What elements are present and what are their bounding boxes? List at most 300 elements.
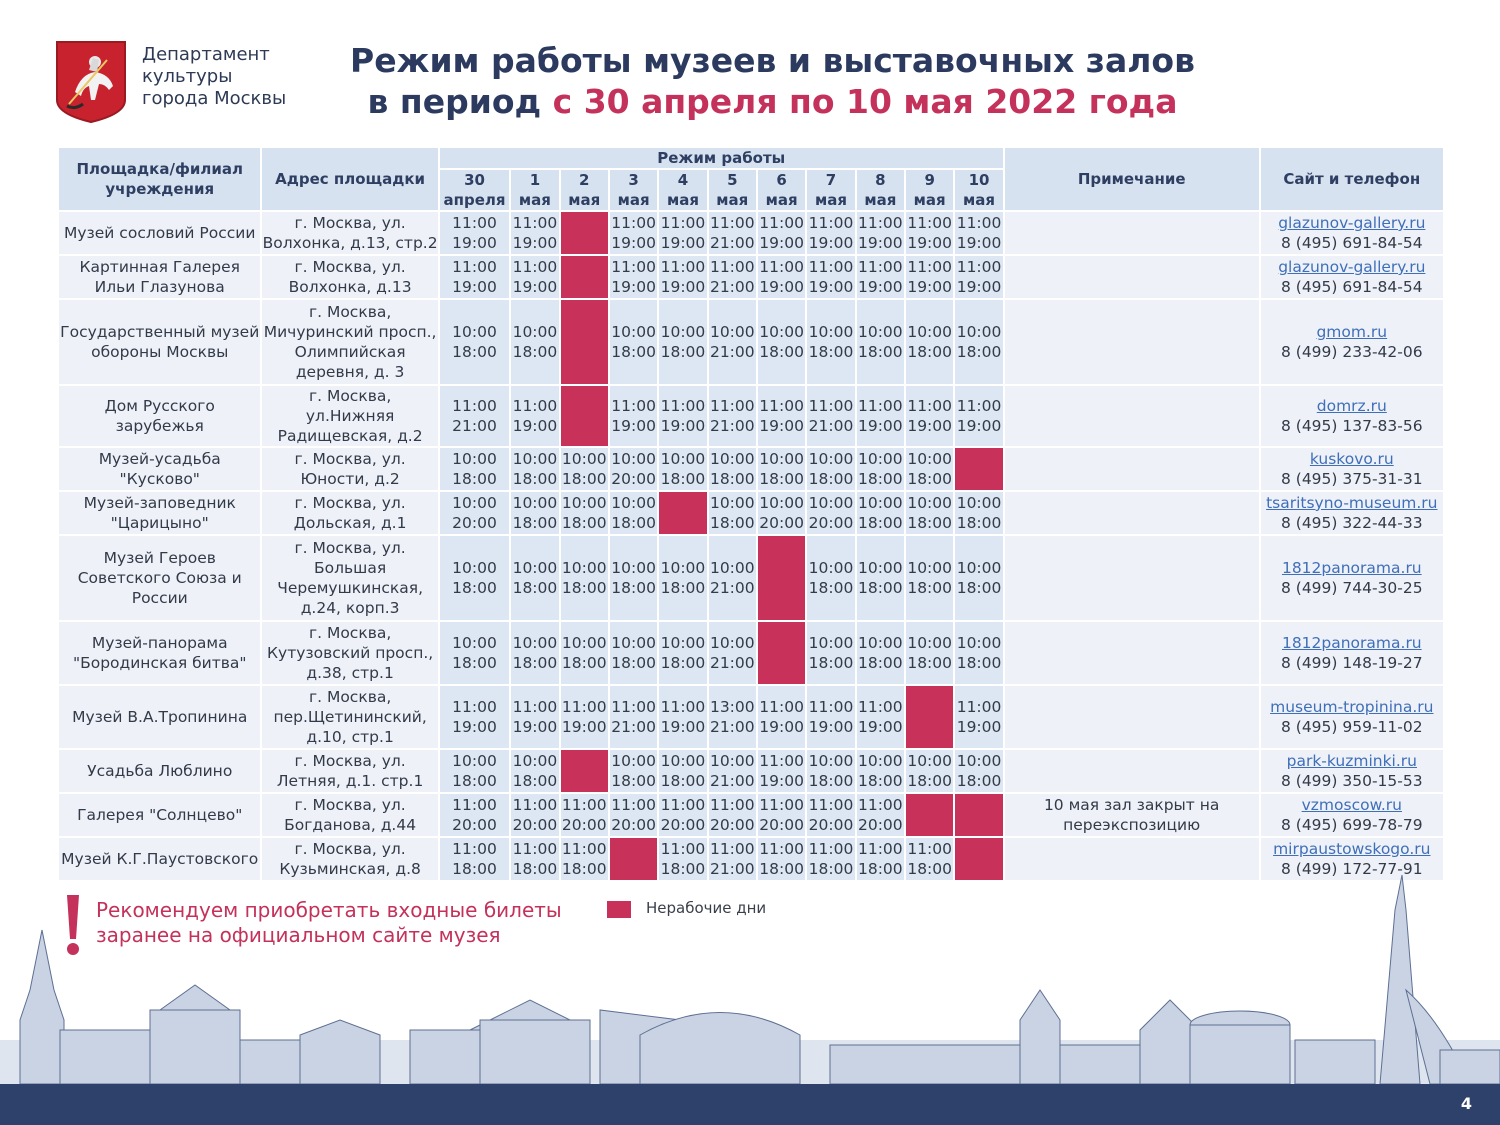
close-time: 18:00 — [956, 514, 1002, 532]
venue-address: г. Москва, ул. Волхонка, д.13, стр.2 — [262, 214, 438, 252]
site-phone-cell — [1261, 686, 1443, 748]
venue-name: Музей сословий России — [59, 212, 260, 254]
note-cell — [1005, 300, 1259, 384]
phone-number: 8 (495) 375-31-31 — [1280, 470, 1423, 488]
hours-cell — [758, 750, 805, 792]
venue-address: г. Москва, ул. Большая Черемушкинская, д.24, корп.3 — [262, 536, 437, 620]
close-time: 19:00 — [759, 718, 804, 736]
title-line-2 — [300, 81, 1245, 122]
open-time: 11:00 — [808, 796, 854, 814]
open-time: 10:00 — [512, 752, 558, 770]
day-month: мая — [765, 191, 798, 209]
open-time: 10:00 — [956, 634, 1002, 652]
open-time: 10:00 — [452, 559, 497, 577]
venue-address: г. Москва, ул. Летняя, д.1. стр.1 — [262, 750, 437, 792]
hours-cell — [758, 448, 805, 490]
hours-cell — [709, 300, 756, 384]
hours-cell — [906, 448, 953, 490]
site-phone-cell — [1261, 622, 1443, 684]
open-time: 11:00 — [907, 258, 952, 276]
hours-cell — [659, 622, 706, 684]
open-time: 10:00 — [561, 494, 607, 512]
close-time: 20:00 — [709, 816, 755, 834]
open-time: 11:00 — [611, 698, 656, 716]
site-link[interactable]: mirpaustowskogo.ru — [1273, 840, 1431, 858]
open-time: 11:00 — [452, 698, 497, 716]
open-time: 11:00 — [611, 397, 656, 415]
hours-cell — [955, 622, 1002, 684]
open-time: 11:00 — [857, 840, 903, 858]
hours-cell — [440, 536, 510, 620]
open-time: 10:00 — [512, 634, 558, 652]
open-time: 10:00 — [512, 450, 558, 468]
header-day — [659, 170, 706, 210]
open-time: 11:00 — [857, 214, 903, 232]
page-title — [300, 40, 1245, 122]
day-month: мая — [568, 191, 601, 209]
open-time: 11:00 — [907, 214, 952, 232]
hours-cell — [709, 448, 756, 490]
open-time: 10:00 — [956, 559, 1002, 577]
open-time: 10:00 — [452, 634, 497, 652]
venue-address: г. Москва, пер.Щетининский, д.10, стр.1 — [262, 686, 437, 748]
hours-cell — [561, 448, 608, 490]
site-phone-cell — [1261, 448, 1443, 490]
phone-number: 8 (499) 350-15-53 — [1280, 772, 1423, 790]
note-cell — [1005, 386, 1259, 446]
close-time: 18:00 — [857, 772, 903, 790]
close-time: 18:00 — [512, 470, 558, 488]
site-phone-cell — [1261, 492, 1443, 534]
header-day — [955, 170, 1002, 210]
open-time: 10:00 — [709, 634, 755, 652]
close-time: 19:00 — [857, 234, 903, 252]
close-time: 21:00 — [611, 718, 656, 736]
hours-cell — [906, 386, 953, 446]
open-time: 10:00 — [907, 450, 952, 468]
hours-cell — [659, 794, 706, 836]
open-time: 11:00 — [907, 397, 952, 415]
close-time: 18:00 — [808, 579, 854, 597]
hours-cell — [955, 536, 1002, 620]
phone-number: 8 (495) 959-11-02 — [1280, 718, 1423, 736]
hours-cell — [709, 622, 756, 684]
header-day — [857, 170, 904, 210]
recommend-line-1: Рекомендуем приобретать входные билеты — [96, 898, 562, 922]
close-time: 18:00 — [956, 654, 1002, 672]
open-time: 11:00 — [759, 752, 804, 770]
close-time: 19:00 — [759, 772, 804, 790]
hours-cell — [955, 386, 1002, 446]
open-time: 10:00 — [660, 634, 706, 652]
hours-cell — [659, 386, 706, 446]
hours-cell — [758, 686, 805, 748]
close-time: 18:00 — [561, 860, 607, 878]
close-time: 18:00 — [759, 343, 804, 361]
venue-address: г. Москва, Кутузовский просп., д.38, стр.1 — [262, 622, 437, 684]
hours-cell — [758, 300, 805, 384]
venue-name: Картинная Галерея Ильи Глазунова — [59, 256, 260, 298]
hours-cell — [857, 492, 904, 534]
close-time: 18:00 — [611, 343, 656, 361]
phone-number: 8 (499) 233-42-06 — [1280, 343, 1423, 361]
close-time: 18:00 — [452, 343, 497, 361]
close-time: 18:00 — [452, 654, 497, 672]
header-day — [758, 170, 805, 210]
table-row — [59, 256, 1443, 298]
open-time: 11:00 — [857, 397, 903, 415]
open-time: 11:00 — [759, 796, 804, 814]
close-time: 18:00 — [857, 343, 903, 361]
open-time: 11:00 — [759, 698, 804, 716]
close-time: 18:00 — [808, 772, 854, 790]
close-time: 19:00 — [759, 234, 804, 252]
close-time: 18:00 — [956, 343, 1002, 361]
open-time: 11:00 — [611, 258, 656, 276]
hours-cell — [758, 794, 805, 836]
hours-cell — [561, 686, 608, 748]
header-day — [906, 170, 953, 210]
open-time: 10:00 — [660, 323, 706, 341]
open-time: 10:00 — [660, 450, 706, 468]
hours-cell — [709, 794, 756, 836]
closed-day-cell — [955, 794, 1002, 836]
hours-cell — [857, 256, 904, 298]
day-month: мая — [913, 191, 946, 209]
hours-cell — [857, 300, 904, 384]
close-time: 18:00 — [512, 514, 558, 532]
close-time: 18:00 — [808, 860, 854, 878]
open-time: 11:00 — [956, 698, 1002, 716]
hours-cell — [807, 492, 854, 534]
phone-number: 8 (495) 691-84-54 — [1280, 278, 1423, 296]
day-number: 10 — [968, 171, 990, 189]
close-time: 20:00 — [759, 816, 804, 834]
closed-day-cell — [955, 448, 1002, 490]
close-time: 21:00 — [709, 234, 755, 252]
hours-cell — [610, 492, 657, 534]
hours-cell — [440, 212, 510, 254]
close-time: 19:00 — [857, 718, 903, 736]
venue-name: Усадьба Люблино — [59, 750, 260, 792]
close-time: 21:00 — [709, 579, 755, 597]
site-link[interactable]: tsaritsyno-museum.ru — [1266, 494, 1438, 512]
hours-cell — [807, 386, 854, 446]
hours-cell — [807, 448, 854, 490]
open-time: 11:00 — [512, 840, 558, 858]
hours-cell — [610, 386, 657, 446]
closed-day-cell — [758, 622, 805, 684]
open-time: 11:00 — [512, 214, 558, 232]
close-time: 19:00 — [512, 234, 558, 252]
open-time: 10:00 — [561, 450, 607, 468]
close-time: 21:00 — [709, 860, 755, 878]
close-time: 18:00 — [660, 772, 706, 790]
open-time: 11:00 — [660, 258, 706, 276]
hours-cell — [857, 386, 904, 446]
note-cell — [1005, 256, 1259, 298]
open-time: 10:00 — [857, 634, 903, 652]
close-time: 20:00 — [808, 816, 854, 834]
close-time: 21:00 — [709, 654, 755, 672]
hours-cell — [709, 750, 756, 792]
closed-day-cell — [561, 386, 608, 446]
moscow-skyline-illustration — [0, 870, 1500, 1085]
open-time: 10:00 — [808, 494, 854, 512]
open-time: 10:00 — [709, 494, 755, 512]
close-time: 18:00 — [709, 470, 755, 488]
close-time: 19:00 — [512, 718, 558, 736]
site-phone-cell — [1261, 256, 1443, 298]
note-cell: 10 мая зал закрыт на переэкспозицию — [1005, 794, 1259, 836]
close-time: 18:00 — [857, 470, 903, 488]
close-time: 18:00 — [857, 654, 903, 672]
site-phone-cell — [1261, 212, 1443, 254]
open-time: 11:00 — [452, 840, 497, 858]
table-row — [59, 686, 1443, 748]
open-time: 10:00 — [709, 559, 755, 577]
site-link[interactable]: domrz.ru — [1316, 397, 1387, 415]
hours-cell — [440, 794, 510, 836]
open-time: 11:00 — [808, 397, 854, 415]
hours-cell — [807, 686, 854, 748]
close-time: 18:00 — [907, 579, 952, 597]
note-cell — [1005, 686, 1259, 748]
hours-cell — [906, 256, 953, 298]
open-time: 10:00 — [660, 752, 706, 770]
close-time: 18:00 — [512, 772, 558, 790]
close-time: 19:00 — [956, 417, 1002, 435]
header-day — [440, 170, 510, 210]
site-link[interactable]: gmom.ru — [1316, 323, 1388, 341]
closed-day-cell — [561, 300, 608, 384]
hours-cell — [807, 300, 854, 384]
venue-address: г. Москва, ул. Богданова, д.44 — [262, 794, 437, 836]
site-link[interactable]: 1812panorama.ru — [1281, 559, 1422, 577]
header-venue: Площадка/филиал учреждения — [59, 148, 260, 210]
hours-cell — [440, 386, 510, 446]
close-time: 21:00 — [709, 278, 755, 296]
hours-cell — [659, 256, 706, 298]
close-time: 18:00 — [611, 579, 656, 597]
day-month: мая — [617, 191, 650, 209]
schedule-table — [57, 146, 1445, 882]
close-time: 20:00 — [808, 514, 854, 532]
close-time: 18:00 — [907, 860, 952, 878]
day-number: 7 — [825, 171, 837, 189]
open-time: 13:00 — [709, 698, 755, 716]
close-time: 18:00 — [759, 470, 804, 488]
close-time: 19:00 — [660, 234, 706, 252]
day-number: 3 — [628, 171, 639, 189]
close-time: 18:00 — [808, 343, 854, 361]
open-time: 11:00 — [611, 214, 656, 232]
hours-cell — [906, 492, 953, 534]
close-time: 18:00 — [660, 860, 706, 878]
hours-cell — [709, 212, 756, 254]
close-time: 19:00 — [759, 278, 804, 296]
close-time: 19:00 — [512, 417, 558, 435]
hours-cell — [906, 212, 953, 254]
close-time: 18:00 — [660, 470, 706, 488]
note-cell — [1005, 212, 1259, 254]
hours-cell — [511, 386, 558, 446]
close-time: 19:00 — [759, 417, 804, 435]
open-time: 11:00 — [452, 258, 497, 276]
close-time: 19:00 — [452, 278, 497, 296]
open-time: 11:00 — [857, 258, 903, 276]
close-time: 18:00 — [956, 772, 1002, 790]
open-time: 10:00 — [808, 323, 854, 341]
note-cell — [1005, 750, 1259, 792]
open-time: 10:00 — [857, 494, 903, 512]
hours-cell — [857, 750, 904, 792]
table-row — [59, 386, 1443, 446]
open-time: 10:00 — [956, 494, 1002, 512]
title-date-range: с 30 апреля по 10 мая 2022 года — [552, 82, 1178, 121]
open-time: 10:00 — [907, 634, 952, 652]
hours-cell — [440, 686, 510, 748]
open-time: 11:00 — [956, 397, 1002, 415]
open-time: 10:00 — [611, 752, 656, 770]
close-time: 18:00 — [808, 654, 854, 672]
hours-cell — [955, 750, 1002, 792]
day-number: 4 — [677, 171, 689, 189]
close-time: 19:00 — [452, 718, 497, 736]
site-phone-cell — [1261, 386, 1443, 446]
phone-number: 8 (495) 322-44-33 — [1280, 514, 1423, 532]
close-time: 20:00 — [611, 816, 656, 834]
hours-cell — [659, 686, 706, 748]
hours-cell — [807, 212, 854, 254]
open-time: 10:00 — [907, 494, 952, 512]
close-time: 18:00 — [660, 579, 706, 597]
open-time: 10:00 — [808, 559, 854, 577]
hours-cell — [955, 492, 1002, 534]
venue-address: г. Москва, Мичуринский просп., Олимпийская деревня, д. 3 — [262, 300, 437, 384]
open-time: 10:00 — [611, 559, 656, 577]
close-time: 19:00 — [956, 718, 1002, 736]
close-time: 19:00 — [611, 278, 656, 296]
day-number: 2 — [579, 171, 590, 189]
closed-day-cell — [659, 492, 706, 534]
close-time: 21:00 — [709, 417, 755, 435]
header-day — [709, 170, 756, 210]
hours-cell — [955, 212, 1002, 254]
close-time: 19:00 — [561, 718, 607, 736]
close-time: 18:00 — [956, 579, 1002, 597]
close-time: 18:00 — [452, 470, 497, 488]
open-time: 10:00 — [857, 450, 903, 468]
venue-name: Музей Героев Советского Союза и России — [59, 536, 260, 620]
open-time: 10:00 — [561, 559, 607, 577]
close-time: 19:00 — [808, 278, 854, 296]
open-time: 10:00 — [709, 752, 755, 770]
close-time: 19:00 — [452, 234, 497, 252]
close-time: 18:00 — [512, 654, 558, 672]
close-time: 21:00 — [709, 772, 755, 790]
venue-name: Галерея "Солнцево" — [59, 794, 260, 836]
table-row — [59, 622, 1443, 684]
venue-address: г. Москва, ул. Дольская, д.1 — [262, 492, 437, 534]
day-number: 6 — [776, 171, 787, 189]
hours-cell — [857, 536, 904, 620]
hours-cell — [955, 300, 1002, 384]
header-address: Адрес площадки — [262, 148, 437, 210]
hours-cell — [807, 256, 854, 298]
hours-cell — [857, 686, 904, 748]
close-time: 21:00 — [709, 718, 755, 736]
hours-cell — [561, 622, 608, 684]
hours-cell — [610, 750, 657, 792]
hours-cell — [511, 622, 558, 684]
open-time: 11:00 — [709, 397, 755, 415]
phone-number: 8 (495) 699-78-79 — [1280, 816, 1423, 834]
site-phone-cell — [1261, 750, 1443, 792]
day-number: 8 — [875, 171, 886, 189]
venue-address: г. Москва, ул. Волхонка, д.13 — [262, 256, 437, 298]
open-time: 11:00 — [660, 698, 706, 716]
close-time: 18:00 — [452, 860, 497, 878]
close-time: 18:00 — [561, 654, 607, 672]
site-link[interactable]: kuskovo.ru — [1309, 450, 1394, 468]
site-link[interactable]: glazunov-gallery.ru — [1278, 214, 1426, 232]
phone-number: 8 (499) 172-77-91 — [1280, 860, 1423, 878]
moscow-coat-of-arms-logo — [55, 40, 127, 124]
open-time: 11:00 — [907, 840, 952, 858]
table-row — [59, 212, 1443, 254]
close-time: 18:00 — [907, 514, 952, 532]
site-link[interactable]: vzmoscow.ru — [1301, 796, 1402, 814]
close-time: 18:00 — [857, 860, 903, 878]
open-time: 10:00 — [512, 494, 558, 512]
site-link[interactable]: museum-tropinina.ru — [1270, 698, 1434, 716]
closed-day-cell — [906, 794, 953, 836]
hours-cell — [758, 386, 805, 446]
hours-cell — [511, 448, 558, 490]
open-time: 11:00 — [808, 258, 854, 276]
close-time: 18:00 — [857, 514, 903, 532]
header-site-phone: Сайт и телефон — [1261, 148, 1443, 210]
close-time: 18:00 — [611, 514, 656, 532]
table-row — [59, 448, 1443, 490]
hours-cell — [758, 212, 805, 254]
close-time: 18:00 — [907, 772, 952, 790]
open-time: 10:00 — [956, 752, 1002, 770]
hours-cell — [511, 212, 558, 254]
close-time: 18:00 — [611, 654, 656, 672]
site-link[interactable]: park-kuzminki.ru — [1286, 752, 1417, 770]
table-row — [59, 794, 1443, 836]
site-link[interactable]: glazunov-gallery.ru — [1278, 258, 1426, 276]
open-time: 11:00 — [660, 397, 706, 415]
open-time: 11:00 — [709, 258, 755, 276]
hours-cell — [857, 212, 904, 254]
hours-cell — [659, 212, 706, 254]
open-time: 11:00 — [660, 214, 706, 232]
hours-cell — [758, 256, 805, 298]
open-time: 11:00 — [808, 698, 854, 716]
open-time: 10:00 — [808, 450, 854, 468]
close-time: 19:00 — [857, 417, 903, 435]
hours-cell — [440, 492, 510, 534]
open-time: 11:00 — [512, 397, 558, 415]
phone-number: 8 (495) 691-84-54 — [1280, 234, 1423, 252]
open-time: 11:00 — [512, 698, 558, 716]
hours-cell — [659, 300, 706, 384]
open-time: 10:00 — [907, 752, 952, 770]
site-link[interactable]: 1812panorama.ru — [1281, 634, 1422, 652]
